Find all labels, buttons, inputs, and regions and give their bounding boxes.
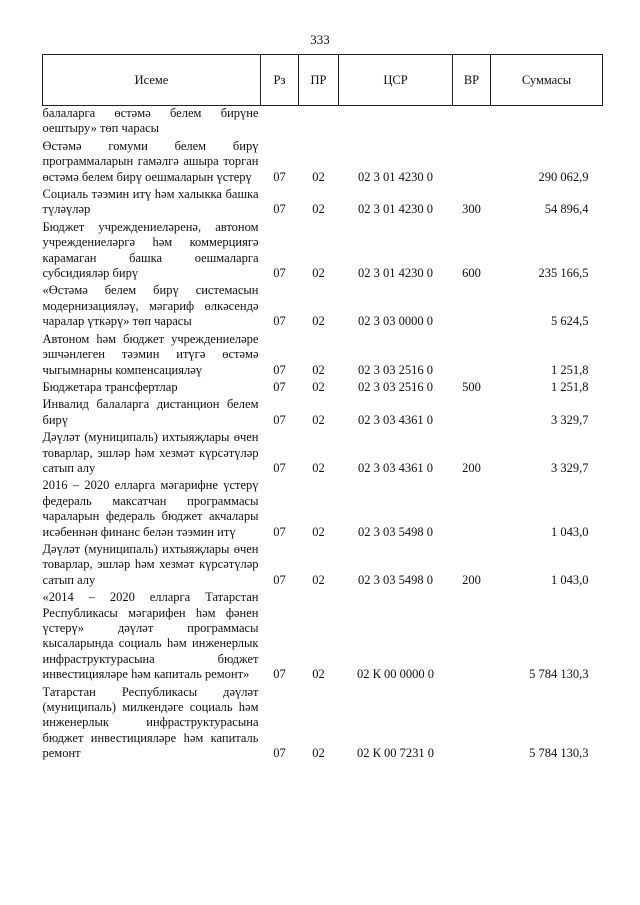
- table-row: [43, 380, 603, 397]
- table-row: [43, 542, 603, 590]
- row-rz: 07: [273, 412, 286, 427]
- table-row: [43, 397, 603, 430]
- row-vr: [453, 332, 491, 380]
- row-sum: 3 329,7: [551, 412, 589, 427]
- row-vr: 200: [462, 572, 481, 587]
- row-sum: 235 166,5: [538, 266, 589, 281]
- row-pr: 02: [312, 412, 325, 427]
- row-name: балаларга өстәмә белем бирүне оештыру» төп чарасы: [42, 106, 259, 136]
- row-pr: [299, 106, 339, 139]
- row-rz: 07: [273, 379, 286, 394]
- row-csr: 02 3 03 4361 0: [358, 460, 433, 475]
- row-csr: 02 К 00 7231 0: [356, 746, 435, 761]
- row-vr: [453, 397, 491, 430]
- row-sum: 5 624,5: [551, 314, 589, 329]
- row-sum: [491, 106, 603, 139]
- row-sum: 1 251,8: [551, 379, 589, 394]
- header-sum: Суммасы: [491, 55, 603, 106]
- row-sum: 54 896,4: [544, 202, 589, 217]
- row-rz: 07: [273, 266, 286, 281]
- row-pr: 02: [312, 524, 325, 539]
- row-pr: 02: [312, 169, 325, 184]
- table-row: [43, 590, 603, 684]
- row-name: Өстәмә гомуми белем бирү программаларын гамәлгә ашыра торган өстәмә белем бирү оешмаларын үстерү: [42, 138, 259, 184]
- header-name: Исеме: [43, 55, 261, 106]
- row-rz: [261, 106, 299, 139]
- header-rz: Рз: [261, 55, 299, 106]
- row-vr: 200: [462, 460, 481, 475]
- row-csr: 02 3 03 5498 0: [358, 572, 433, 587]
- row-csr: 02 3 03 4361 0: [358, 412, 433, 427]
- row-csr: 02 3 03 2516 0: [358, 379, 433, 394]
- budget-table: [42, 54, 603, 764]
- row-name: Бюджет учреждениеләренә, автоном учреждениеләргә һәм коммерциягә карамаган башка оешмаларга субсидияләр бирү: [42, 219, 259, 281]
- row-csr: 02 3 01 4230 0: [358, 266, 433, 281]
- row-vr: 300: [462, 202, 481, 217]
- row-rz: 07: [273, 572, 286, 587]
- row-csr: 02 3 03 0000 0: [358, 314, 433, 329]
- row-pr: 02: [312, 572, 325, 587]
- row-csr: 02 3 01 4230 0: [358, 202, 433, 217]
- row-sum: 1 251,8: [551, 362, 589, 377]
- row-sum: 5 784 130,3: [529, 746, 589, 761]
- row-pr: 02: [312, 667, 325, 682]
- row-sum: 1 043,0: [551, 524, 589, 539]
- row-rz: 07: [273, 169, 286, 184]
- row-pr: 02: [312, 202, 325, 217]
- row-rz: 07: [273, 314, 286, 329]
- table-row: [43, 220, 603, 284]
- row-name: 2016 – 2020 елларга мәгарифне үстерү федераль максатчан программасы чараларын федераль бюджет акчалары исәбеннән финанс белән тәэмин итү: [42, 478, 259, 539]
- row-sum: 290 062,9: [538, 169, 589, 184]
- row-rz: 07: [273, 202, 286, 217]
- row-sum: 5 784 130,3: [529, 667, 589, 682]
- row-rz: 07: [273, 667, 286, 682]
- table-body: [43, 106, 603, 764]
- row-csr: 02 3 03 2516 0: [358, 362, 433, 377]
- table-row: [43, 478, 603, 542]
- row-pr: 02: [312, 314, 325, 329]
- table-row: [43, 106, 603, 139]
- row-pr: 02: [312, 362, 325, 377]
- row-vr: 600: [462, 266, 481, 281]
- row-vr: [453, 106, 491, 139]
- row-sum: 1 043,0: [551, 572, 589, 587]
- table-row: [43, 332, 603, 380]
- row-name: Инвалид балаларга дистанцион белем бирү: [42, 397, 259, 427]
- table-row: [43, 139, 603, 187]
- table-row: [43, 283, 603, 331]
- header-pr: ПР: [299, 55, 339, 106]
- row-name: Автоном һәм бюджет учреждениеләре эшчәнлеген тәэмин итүгә өстәмә чыгымнарны компенсацияләү: [42, 331, 259, 377]
- page-number: 333: [310, 32, 330, 47]
- row-sum: 3 329,7: [551, 460, 589, 475]
- row-vr: [453, 590, 491, 684]
- row-csr: 02 К 00 0000 0: [356, 667, 435, 682]
- row-pr: 02: [312, 266, 325, 281]
- row-name: «2014 – 2020 елларга Татарстан Республикасы мәгарифен һәм фәнен үстерү» дәүләт программасы кысаларында социаль һәм инженерлык инфраструктурасына бюджет инвестицияләре һәм капиталь ремонт»: [42, 590, 259, 682]
- header-csr: ЦСР: [339, 55, 453, 106]
- row-csr: [339, 106, 453, 139]
- row-vr: [453, 685, 491, 764]
- row-name: Дәүләт (муниципаль) ихтыяҗлары өчен товарлар, эшләр һәм хезмәт күрсәтүләр сатып алу: [42, 430, 259, 475]
- row-name: Татарстан Республикасы дәүләт (муниципаль) милкендәге социаль һәм инженерлык инфраструктурасына бюджет инвестицияләре һәм капиталь ремонт: [42, 684, 259, 761]
- row-pr: 02: [312, 746, 325, 761]
- row-vr: 500: [462, 379, 481, 394]
- row-csr: 02 3 03 5498 0: [358, 524, 433, 539]
- row-name: Социаль тәэмин итү һәм халыкка башка түләүләр: [42, 187, 259, 217]
- row-rz: 07: [273, 746, 286, 761]
- table-header: [43, 55, 603, 106]
- row-name: Бюджетара трансфертлар: [42, 379, 178, 394]
- row-name: Дәүләт (муниципаль) ихтыяҗлары өчен товарлар, эшләр һәм хезмәт күрсәтүләр сатып алу: [42, 541, 259, 587]
- row-name: «Өстәмә белем бирү системасын модернизацияләү, мәгариф өлкәсендә чаралар үткәрү» төп чарасы: [42, 283, 259, 329]
- row-vr: [453, 478, 491, 542]
- table-row: [43, 685, 603, 764]
- header-vr: ВР: [453, 55, 491, 106]
- row-vr: [453, 283, 491, 331]
- table-row: [43, 430, 603, 478]
- row-csr: 02 3 01 4230 0: [358, 169, 433, 184]
- row-pr: 02: [312, 379, 325, 394]
- row-rz: 07: [273, 524, 286, 539]
- row-rz: 07: [273, 460, 286, 475]
- table-row: [43, 187, 603, 220]
- row-pr: 02: [312, 460, 325, 475]
- row-vr: [453, 139, 491, 187]
- row-rz: 07: [273, 362, 286, 377]
